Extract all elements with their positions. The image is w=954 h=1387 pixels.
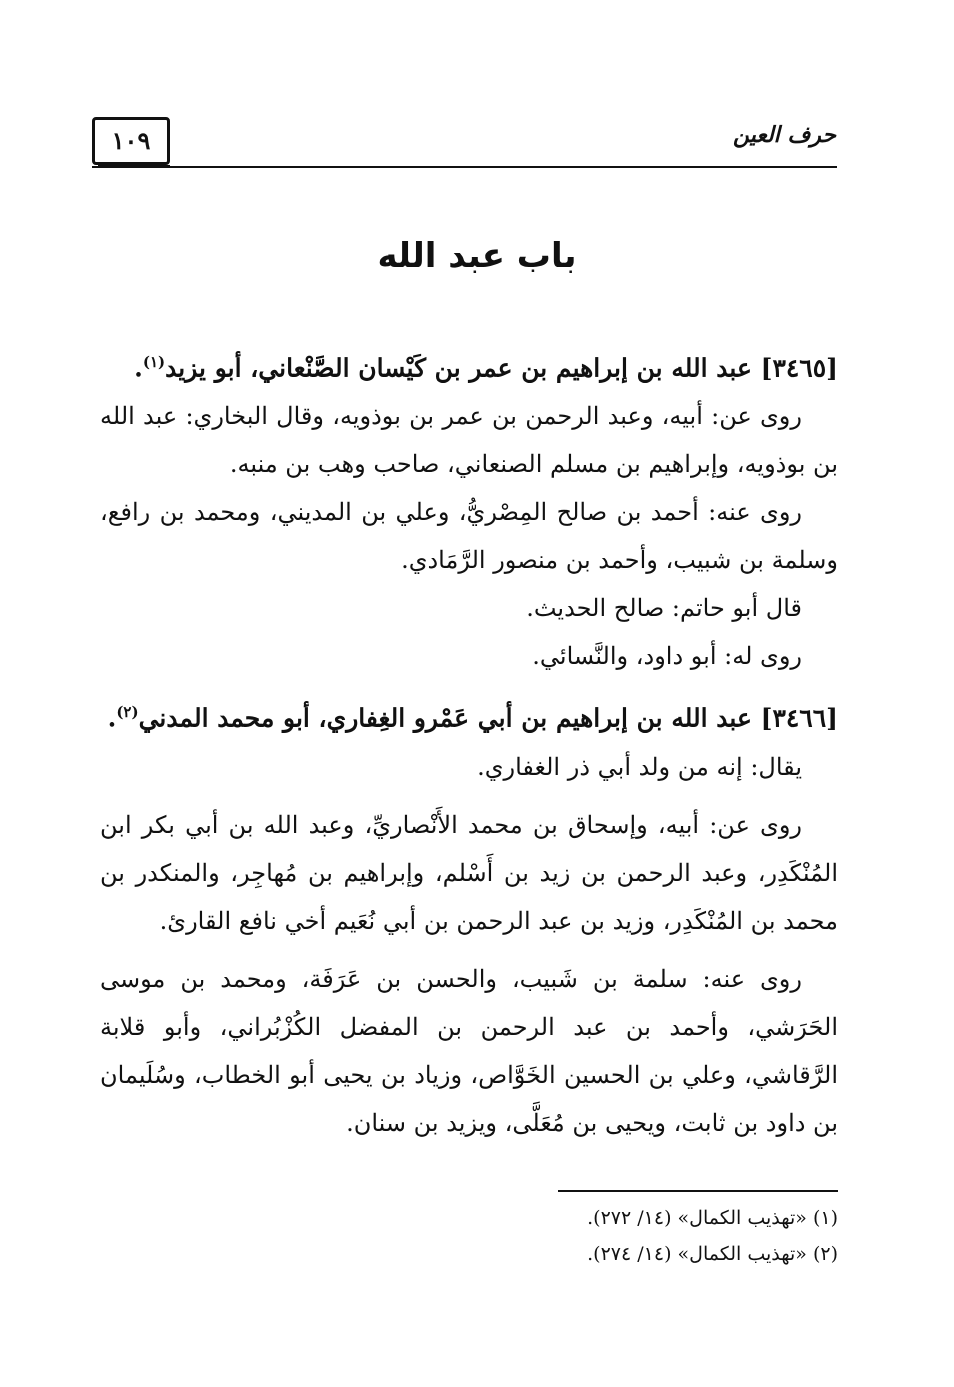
entry-paragraph: روى عن: أبيه، وإسحاق بن محمد الأَنْصاريِّ، وعبد الله بن أبي بكر ابن المُنْكَدِر، وعبد الرحمن بن زيد بن أَسْلم، وإبراهيم بن مُهاجِر، والمنكدر بن محمد بن المُنْكَدِر، وزيد بن عبد الرحمن بن أبي نُعَيم أخي نافع القارئ.: [100, 810, 838, 935]
running-head: حرف العين: [732, 122, 836, 148]
page-number: ١٠٩: [92, 117, 170, 165]
entry-heading: [100, 338, 838, 392]
entry-number: [٣٤٦٦]: [760, 703, 838, 733]
header-rule: [92, 166, 837, 168]
entry-end: .: [134, 353, 143, 383]
entry-paragraph: روى عنه: سلمة بن شَبيب، والحسن بن عَرَفَة، ومحمد بن موسى الحَرَشي، وأحمد بن عبد الرحمن بن المفضل الكُزْبُراني، وأبو قلابة الرَّقاشي، وعلي بن الحسين الخَوَّاص، وزياد بن يحيى أبو الخطاب، وسُلَيمان بن داود بن ثابت، ويحيى بن مُعَلَّى، ويزيد بن سنان.: [100, 964, 838, 1137]
entry-name: عبد الله بن إبراهيم بن عمر بن كَيْسان الصَّنْعاني، أبو يزيد: [165, 353, 752, 383]
footnote-rule: [558, 1190, 838, 1192]
entry-paragraph: روى له: أبو داود، والنَّسائي.: [532, 642, 802, 671]
entry-paragraph: روى عن: أبيه، وعبد الرحمن بن عمر بن بوذويه، وقال البخاري: عبد الله بن بوذويه، وإبراهيم بن مسلم الصنعاني، صاحب وهب بن منبه.: [100, 402, 838, 479]
chapter-title: باب عبد الله: [377, 236, 577, 276]
entry-end: .: [107, 703, 117, 733]
main-text: [100, 330, 838, 1147]
footnote: (١) «تهذيب الكمال» (١٤/ ٢٧٢).: [587, 1207, 838, 1229]
entry-name: عبد الله بن إبراهيم بن أبي عَمْرو الغِفاري، أبو محمد المدني: [138, 703, 752, 733]
footnote-ref: (١): [142, 353, 166, 371]
entry-paragraph: روى عنه: أحمد بن صالح المِصْريُّ، وعلي بن المديني، ومحمد بن رافع، وسلمة بن شبيب، وأحمد بن منصور الرَّمَادي.: [100, 498, 838, 575]
entry-paragraph: يقال: إنه من ولد أبي ذر الغفاري.: [477, 752, 802, 781]
footnotes: [100, 1200, 838, 1272]
entry-number: [٣٤٦٥]: [760, 353, 838, 383]
entry-paragraph: قال أبو حاتم: صالح الحديث.: [526, 594, 802, 623]
footnote-ref: (٢): [116, 703, 139, 722]
footnote: (٢) «تهذيب الكمال» (١٤/ ٢٧٤).: [587, 1243, 838, 1265]
entry-heading: [100, 688, 838, 742]
